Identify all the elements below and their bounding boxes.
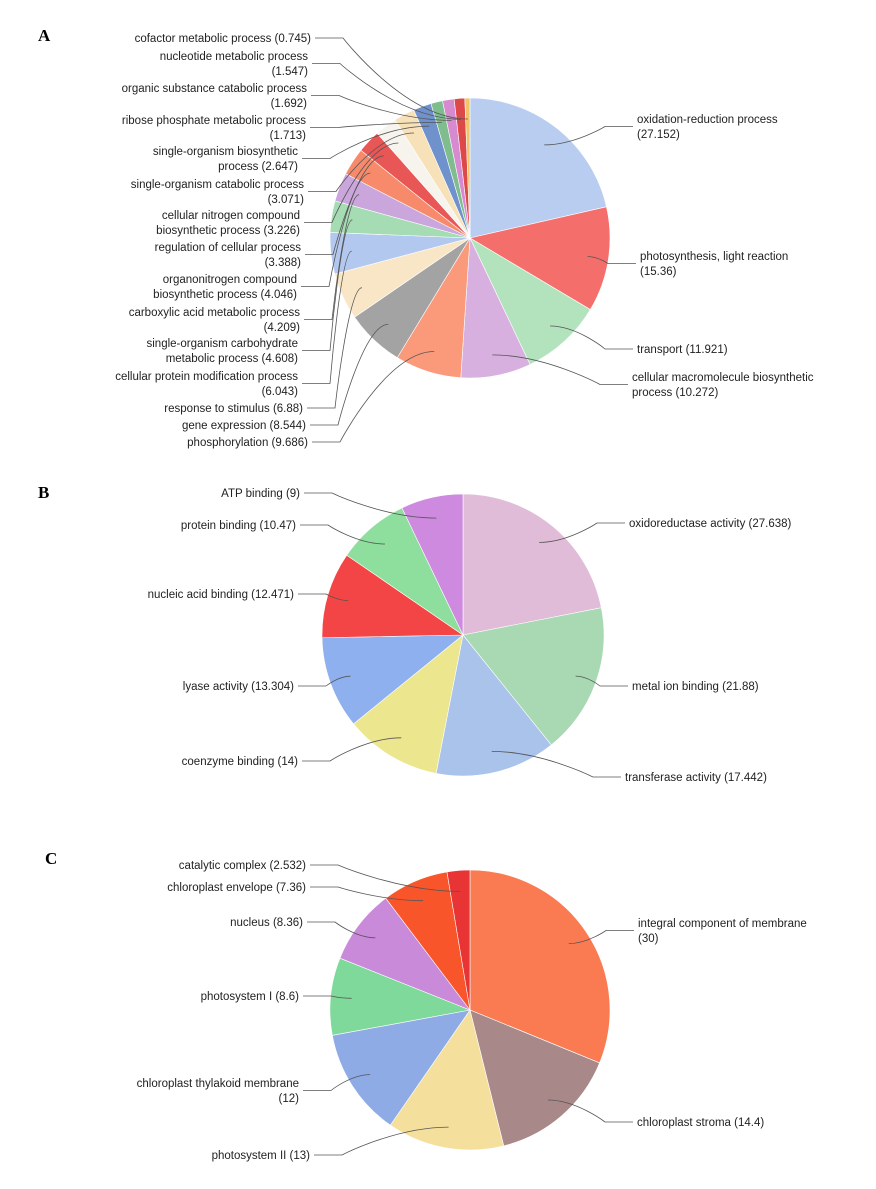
slice-label-a-8: [147, 338, 299, 365]
slice-label-line: cellular macromolecule biosynthetic: [632, 372, 814, 384]
slice-label-line: (15.36): [640, 266, 677, 278]
slice-label-line: organonitrogen compound: [162, 274, 297, 286]
slice-label-line: (6.043): [261, 386, 298, 398]
slice-label-b-2: [625, 772, 767, 784]
pie-chart-a: [38, 26, 814, 449]
slice-label-line: (3.071): [267, 194, 304, 206]
slice-label-a-17: [160, 51, 309, 78]
slice-label-line: photosynthesis, light reaction: [640, 251, 789, 263]
slice-label-c-4: [201, 991, 300, 1003]
slice-label-line: nucleic acid binding (12.471): [147, 589, 294, 601]
slice-label-line: oxidoreductase activity (27.638): [629, 518, 792, 530]
slice-label-c-3: [137, 1078, 300, 1105]
slice-label-b-4: [183, 681, 294, 693]
slice-label-a-16: [122, 83, 308, 110]
slice-label-line: photosystem II (13): [211, 1150, 310, 1162]
slice-label-line: integral component of membrane: [638, 918, 807, 930]
slice-label-c-5: [230, 917, 303, 929]
slice-label-b-1: [632, 681, 759, 693]
slice-label-line: protein binding (10.47): [180, 520, 296, 532]
slice-label-line: ribose phosphate metabolic process: [121, 115, 306, 127]
slice-label-line: biosynthetic process (3.226): [156, 225, 300, 237]
slice-label-line: single-organism biosynthetic: [152, 146, 298, 158]
slice-label-a-11: [155, 242, 302, 269]
slice-label-line: organic substance catabolic process: [121, 83, 307, 95]
slice-label-c-1: [637, 1117, 764, 1129]
slice-label-line: carboxylic acid metabolic process: [128, 307, 300, 319]
slice-label-a-7: [115, 371, 298, 398]
slice-label-line: regulation of cellular process: [154, 242, 301, 254]
slice-label-line: metabolic process (4.608): [165, 353, 298, 365]
slice-label-b-3: [182, 756, 299, 768]
slice-label-line: photosystem I (8.6): [200, 991, 299, 1003]
slice-label-line: process (10.272): [632, 387, 719, 399]
slice-label-a-2: [637, 344, 728, 356]
slice-label-c-7: [179, 860, 306, 872]
slice-label-line: cellular protein modification process: [115, 371, 298, 383]
slice-label-c-0: [638, 918, 807, 945]
slice-label-line: (12): [278, 1093, 299, 1105]
slice-label-a-10: [153, 274, 297, 301]
slice-label-a-0: [637, 114, 778, 141]
slice-label-line: chloroplast envelope (7.36): [167, 882, 306, 894]
slice-label-line: chloroplast stroma (14.4): [637, 1117, 765, 1129]
slice-label-a-12: [156, 210, 300, 237]
slice-label-a-3: [632, 372, 814, 399]
slice-label-line: oxidation-reduction process: [637, 114, 778, 126]
slice-label-line: nucleotide metabolic process: [159, 51, 308, 63]
slice-label-line: transport (11.921): [637, 344, 728, 356]
slice-label-line: (3.388): [264, 257, 301, 269]
slice-label-a-1: [640, 251, 788, 278]
slice-label-b-5: [148, 589, 295, 601]
slice-label-c-2: [212, 1150, 311, 1162]
slice-label-b-6: [181, 520, 296, 532]
panel-letter-b: B: [38, 483, 50, 502]
slice-label-line: lyase activity (13.304): [182, 681, 294, 693]
slice-label-a-6: [164, 403, 303, 415]
pie-chart-b: [38, 483, 792, 784]
slice-label-line: biosynthetic process (4.046): [153, 289, 297, 301]
slice-label-line: (1.547): [271, 66, 308, 78]
pie-chart-c: [45, 849, 807, 1162]
slice-label-line: cofactor metabolic process (0.745): [134, 33, 311, 45]
slice-label-line: cellular nitrogen compound: [161, 210, 300, 222]
slice-label-a-13: [131, 179, 304, 206]
slice-label-line: single-organism carbohydrate: [146, 338, 298, 350]
slice-label-line: response to stimulus (6.88): [164, 403, 303, 415]
slice-label-c-6: [167, 882, 306, 894]
slice-label-a-14: [153, 146, 298, 173]
slice-label-line: (30): [638, 933, 659, 945]
slice-label-line: chloroplast thylakoid membrane: [136, 1078, 299, 1090]
slice-label-a-5: [182, 420, 306, 432]
slice-label-line: ATP binding (9): [221, 488, 300, 500]
slice-label-line: single-organism catabolic process: [130, 179, 304, 191]
slice-label-line: metal ion binding (21.88): [632, 681, 759, 693]
slice-label-line: catalytic complex (2.532): [178, 860, 306, 872]
slice-label-a-9: [129, 307, 301, 334]
panel-letter-a: A: [38, 26, 51, 45]
slice-label-line: (1.692): [270, 98, 307, 110]
slice-label-line: gene expression (8.544): [181, 420, 306, 432]
slice-label-b-7: [221, 488, 300, 500]
slice-label-line: coenzyme binding (14): [181, 756, 298, 768]
slice-label-line: (1.713): [269, 130, 306, 142]
slice-label-line: (4.209): [263, 322, 300, 334]
slice-label-a-4: [187, 437, 308, 449]
slice-label-line: process (2.647): [218, 161, 298, 173]
slice-label-line: nucleus (8.36): [230, 917, 303, 929]
slice-label-b-0: [629, 518, 792, 530]
slice-label-a-18: [135, 33, 312, 45]
slice-label-a-15: [122, 115, 306, 142]
slice-label-line: transferase activity (17.442): [625, 772, 767, 784]
panel-letter-c: C: [45, 849, 58, 868]
slice-label-line: (27.152): [637, 129, 680, 141]
slice-label-line: phosphorylation (9.686): [187, 437, 308, 449]
